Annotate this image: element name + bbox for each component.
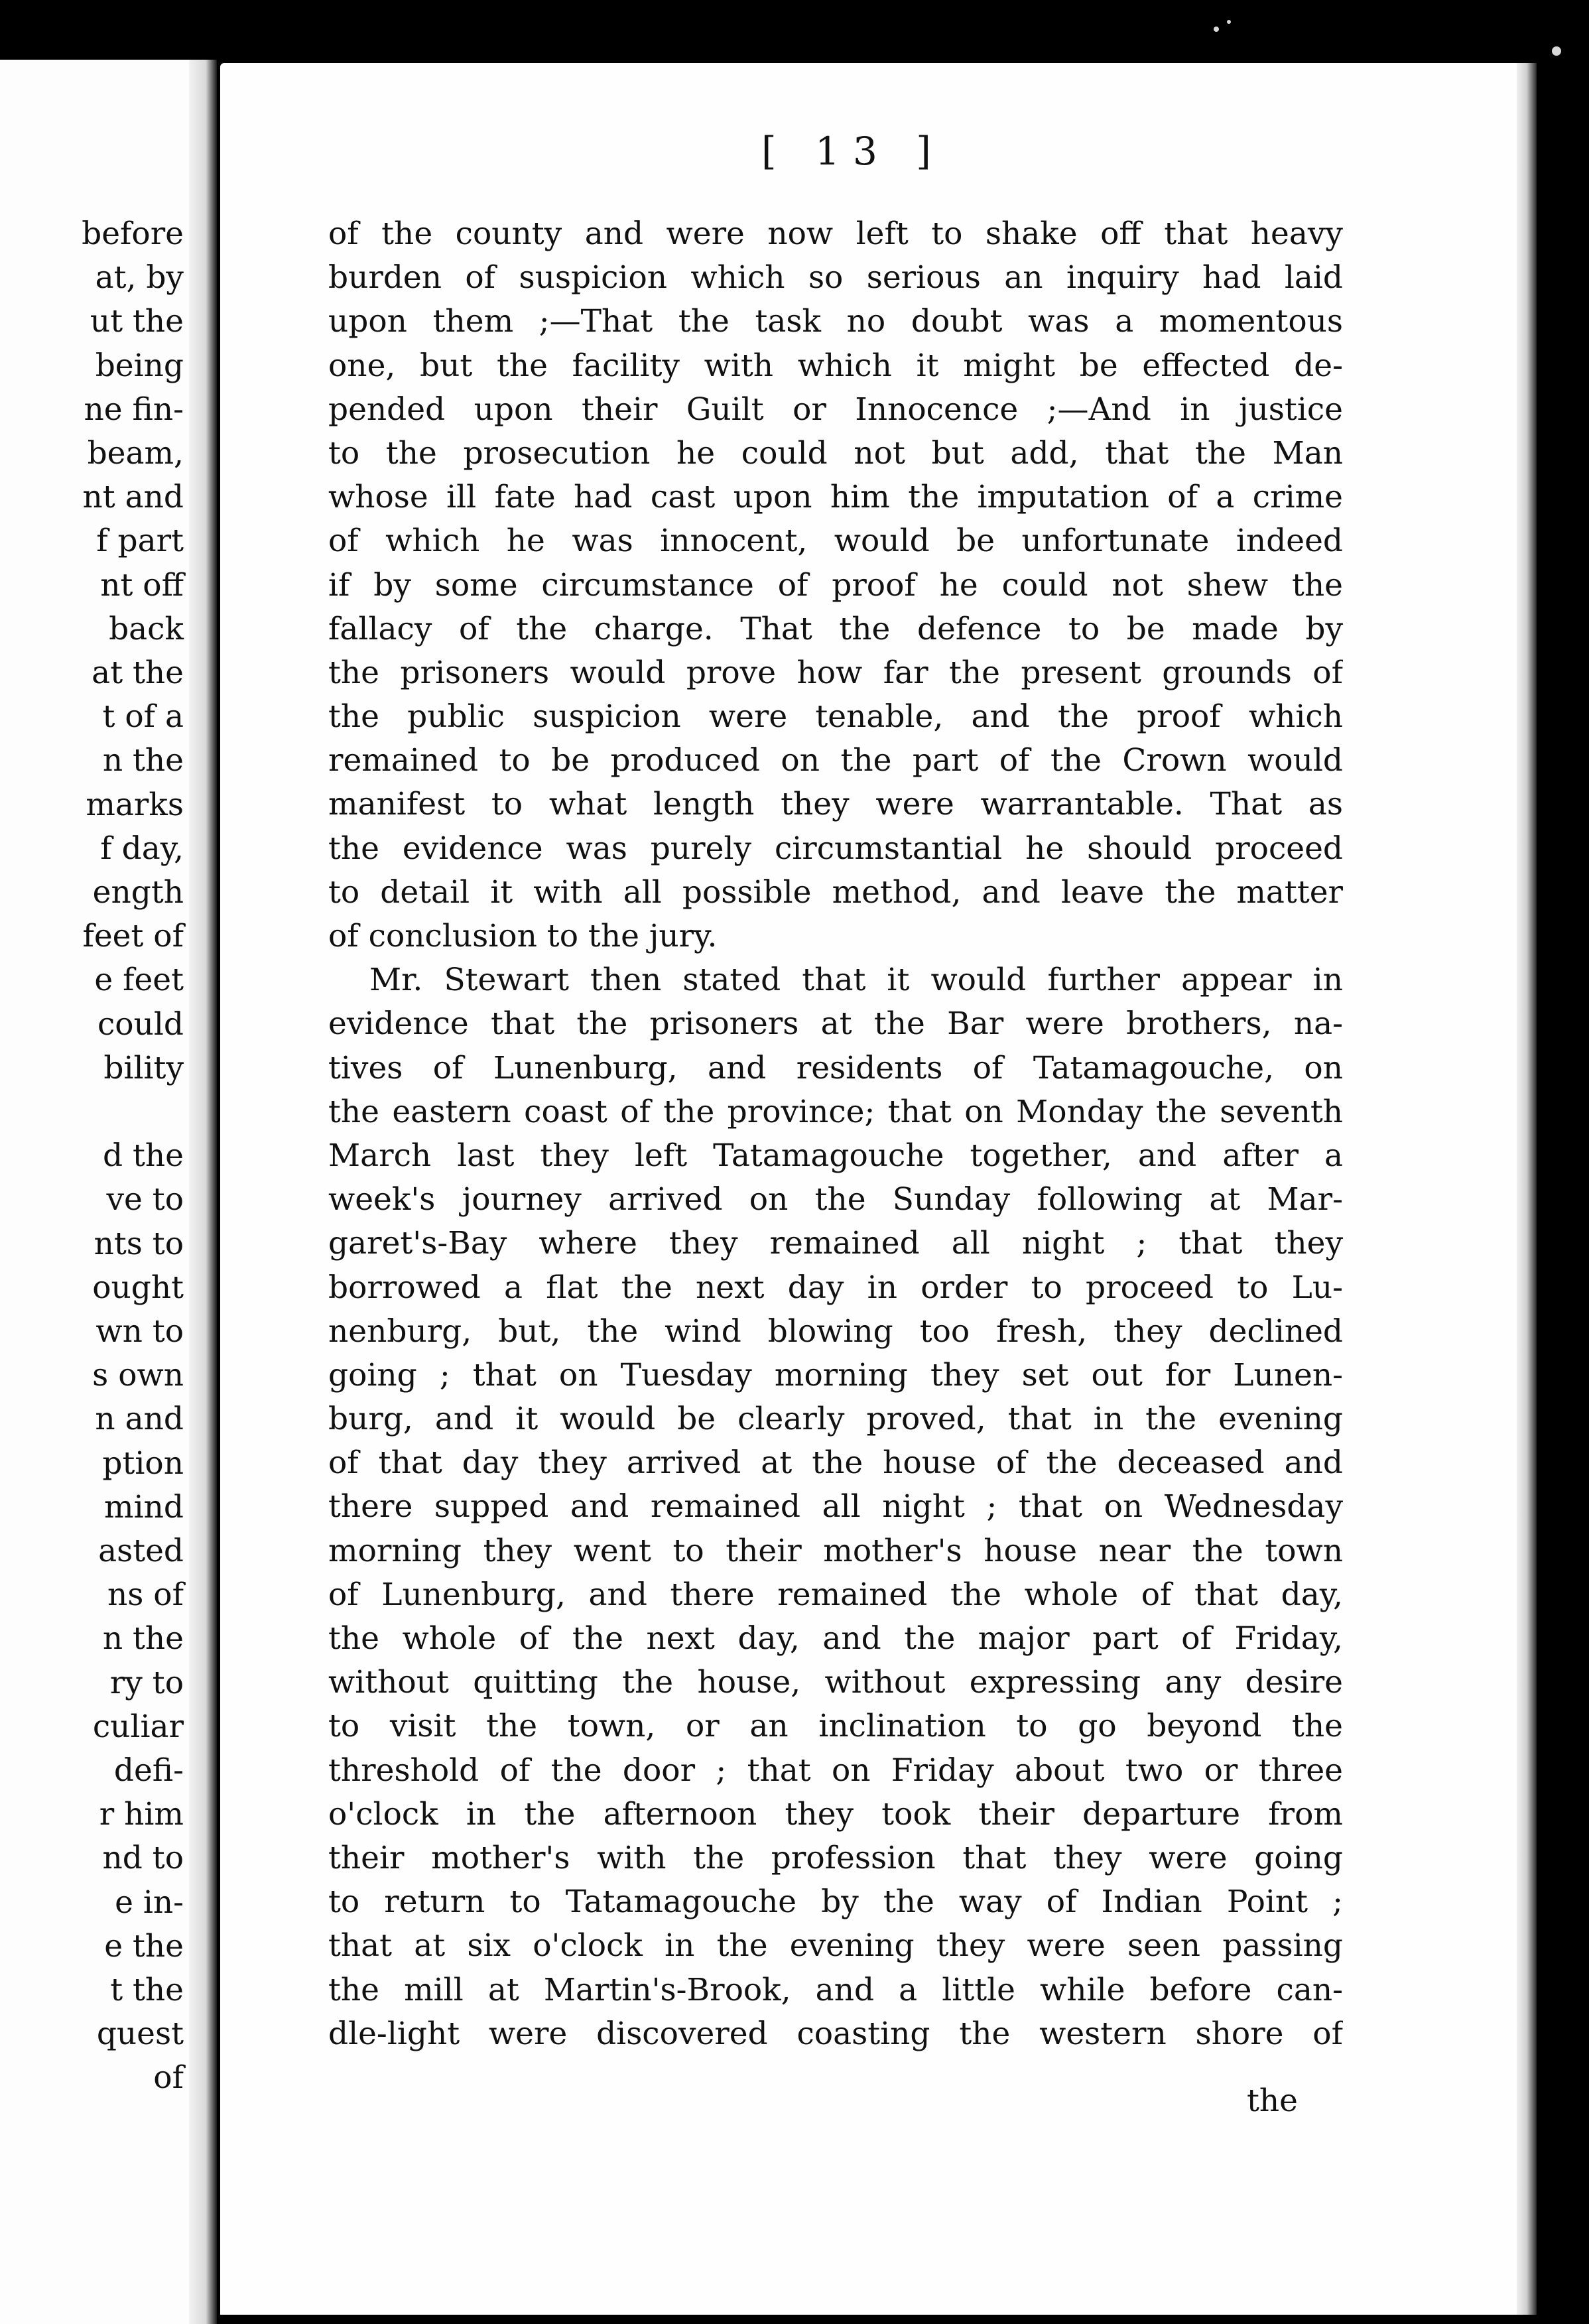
facing-page-line: quest <box>96 2016 184 2053</box>
text-line: the whole of the next day, and the major part of Friday, <box>328 1620 1343 1657</box>
text-line: the mill at Martin's-Brook, and a little while before can- <box>328 1971 1343 2008</box>
dust-speck <box>1227 20 1231 24</box>
facing-page-line: r him <box>99 1796 184 1833</box>
facing-page-line: before <box>82 216 184 252</box>
page-number: [ 13 ] <box>761 129 944 174</box>
facing-page-line: beam, <box>87 435 184 472</box>
text-line: manifest to what length they were warrantable. That as <box>328 786 1343 823</box>
text-line: burden of suspicion which so serious an inquiry had laid <box>328 259 1343 296</box>
text-line: that at six o'clock in the evening they were seen passing <box>328 1927 1343 1965</box>
facing-page-line: nt and <box>82 479 184 516</box>
text-line: of which he was innocent, would be unfortunate indeed <box>328 523 1343 560</box>
facing-page-line: n the <box>102 742 184 779</box>
facing-page-line: feet of <box>82 918 184 955</box>
text-line: March last they left Tatamagouche together, and after a <box>328 1137 1343 1174</box>
facing-page-line: ve to <box>106 1181 184 1218</box>
facing-page-line: could <box>97 1005 184 1043</box>
facing-page-line: of <box>153 2059 184 2097</box>
facing-page-line: defi- <box>113 1752 184 1789</box>
catchword: the <box>1247 2083 1298 2119</box>
facing-page-line: bility <box>103 1049 184 1086</box>
facing-page-line: marks <box>86 786 184 823</box>
facing-page-line: mind <box>104 1488 184 1525</box>
text-line: morning they went to their mother's house near the town <box>328 1532 1343 1569</box>
facing-page-line: at, by <box>95 259 184 296</box>
facing-page-line: ne fin- <box>84 391 184 428</box>
text-line: there supped and remained all night ; that on Wednesday <box>328 1488 1343 1525</box>
facing-page-line: f day, <box>100 830 184 867</box>
text-line: dle-light were discovered coasting the western shore of <box>328 2015 1343 2052</box>
text-line: one, but the facility with which it might be effected de- <box>328 347 1343 384</box>
text-line: the public suspicion were tenable, and the proof which <box>328 698 1343 736</box>
facing-page <box>0 60 189 2324</box>
facing-page-line: e in- <box>115 1884 184 1921</box>
text-line: the eastern coast of the province; that on Monday the seventh <box>328 1093 1343 1130</box>
facing-page-line: back <box>109 610 184 647</box>
facing-page-line: ption <box>102 1445 184 1482</box>
text-line: of the county and were now left to shake off that heavy <box>328 216 1343 252</box>
facing-page-line: d the <box>103 1137 184 1175</box>
text-line: garet's-Bay where they remained all night ; that they <box>328 1225 1343 1262</box>
text-line: evidence that the prisoners at the Bar were brothers, na- <box>328 1005 1343 1043</box>
text-line: Mr. Stewart then stated that it would further appear in <box>369 962 1343 999</box>
facing-page-line: culiar <box>92 1708 184 1745</box>
text-line: nenburg, but, the wind blowing too fresh, they declined <box>328 1313 1343 1350</box>
text-line: if by some circumstance of proof he could not shew the <box>328 566 1343 604</box>
facing-page-line: f part <box>96 523 184 560</box>
text-line: without quitting the house, without expressing any desire <box>328 1664 1343 1701</box>
text-line: burg, and it would be clearly proved, that in the evening <box>328 1401 1343 1438</box>
facing-page-line: ut the <box>90 303 184 340</box>
text-line: o'clock in the afternoon they took their departure from <box>328 1795 1343 1833</box>
facing-page-line: asted <box>98 1533 184 1569</box>
facing-page-line: e the <box>104 1927 184 1965</box>
text-line: their mother's with the profession that they were going <box>328 1839 1343 1876</box>
facing-page-line: n the <box>102 1620 184 1657</box>
text-line: of Lunenburg, and there remained the whole of that day, <box>328 1576 1343 1613</box>
facing-page-line: nd to <box>102 1840 184 1877</box>
dust-speck <box>1214 27 1219 32</box>
text-line: tives of Lunenburg, and residents of Tatamagouche, on <box>328 1049 1343 1086</box>
facing-page-line: s own <box>92 1357 184 1394</box>
facing-page-line: wn to <box>95 1313 184 1350</box>
text-line: borrowed a flat the next day in order to proceed to Lu- <box>328 1269 1343 1306</box>
facing-page-line: t the <box>110 1972 184 2008</box>
text-line: to detail it with all possible method, and leave the matter <box>328 873 1343 911</box>
text-line: to the prosecution he could not but add, that the Man <box>328 434 1343 472</box>
facing-page-line: ength <box>92 874 184 911</box>
dust-speck <box>1552 46 1561 56</box>
text-line: to visit the town, or an inclination to go beyond the <box>328 1708 1343 1745</box>
text-line: of that day they arrived at the house of the deceased and <box>328 1445 1343 1482</box>
facing-page-line: at the <box>92 655 184 691</box>
text-line: fallacy of the charge. That the defence to be made by <box>328 610 1343 647</box>
facing-page-line: t of a <box>102 698 184 736</box>
text-line: the prisoners would prove how far the present grounds of <box>328 654 1343 691</box>
text-line: upon them ;—That the task no doubt was a momentous <box>328 303 1343 340</box>
facing-page-line: being <box>95 347 184 384</box>
facing-page-line: n and <box>95 1401 184 1438</box>
facing-page-line: ought <box>92 1269 184 1306</box>
text-line: week's journey arrived on the Sunday following at Mar- <box>328 1181 1343 1218</box>
text-line: remained to be produced on the part of the Crown would <box>328 742 1343 779</box>
facing-page-line: ry to <box>109 1664 184 1701</box>
text-line: threshold of the door ; that on Friday about two or three <box>328 1752 1343 1789</box>
text-line: the evidence was purely circumstantial he should proceed <box>328 830 1343 867</box>
text-line: of conclusion to the jury. <box>328 918 718 954</box>
body-text <box>328 212 1343 2056</box>
facing-page-line: ns of <box>107 1577 184 1614</box>
text-line: to return to Tatamagouche by the way of Indian Point ; <box>328 1884 1343 1921</box>
text-line: pended upon their Guilt or Innocence ;—And in justice <box>328 391 1343 428</box>
gutter-shadow <box>189 60 217 2324</box>
facing-page-line: nts to <box>94 1225 184 1262</box>
text-line: going ; that on Tuesday morning they set out for Lunen- <box>328 1356 1343 1393</box>
facing-page-line: e feet <box>94 962 184 999</box>
page-edge-shadow <box>1517 63 1537 2315</box>
facing-page-line: nt off <box>100 566 184 604</box>
text-line: whose ill fate had cast upon him the imputation of a crime <box>328 479 1343 516</box>
